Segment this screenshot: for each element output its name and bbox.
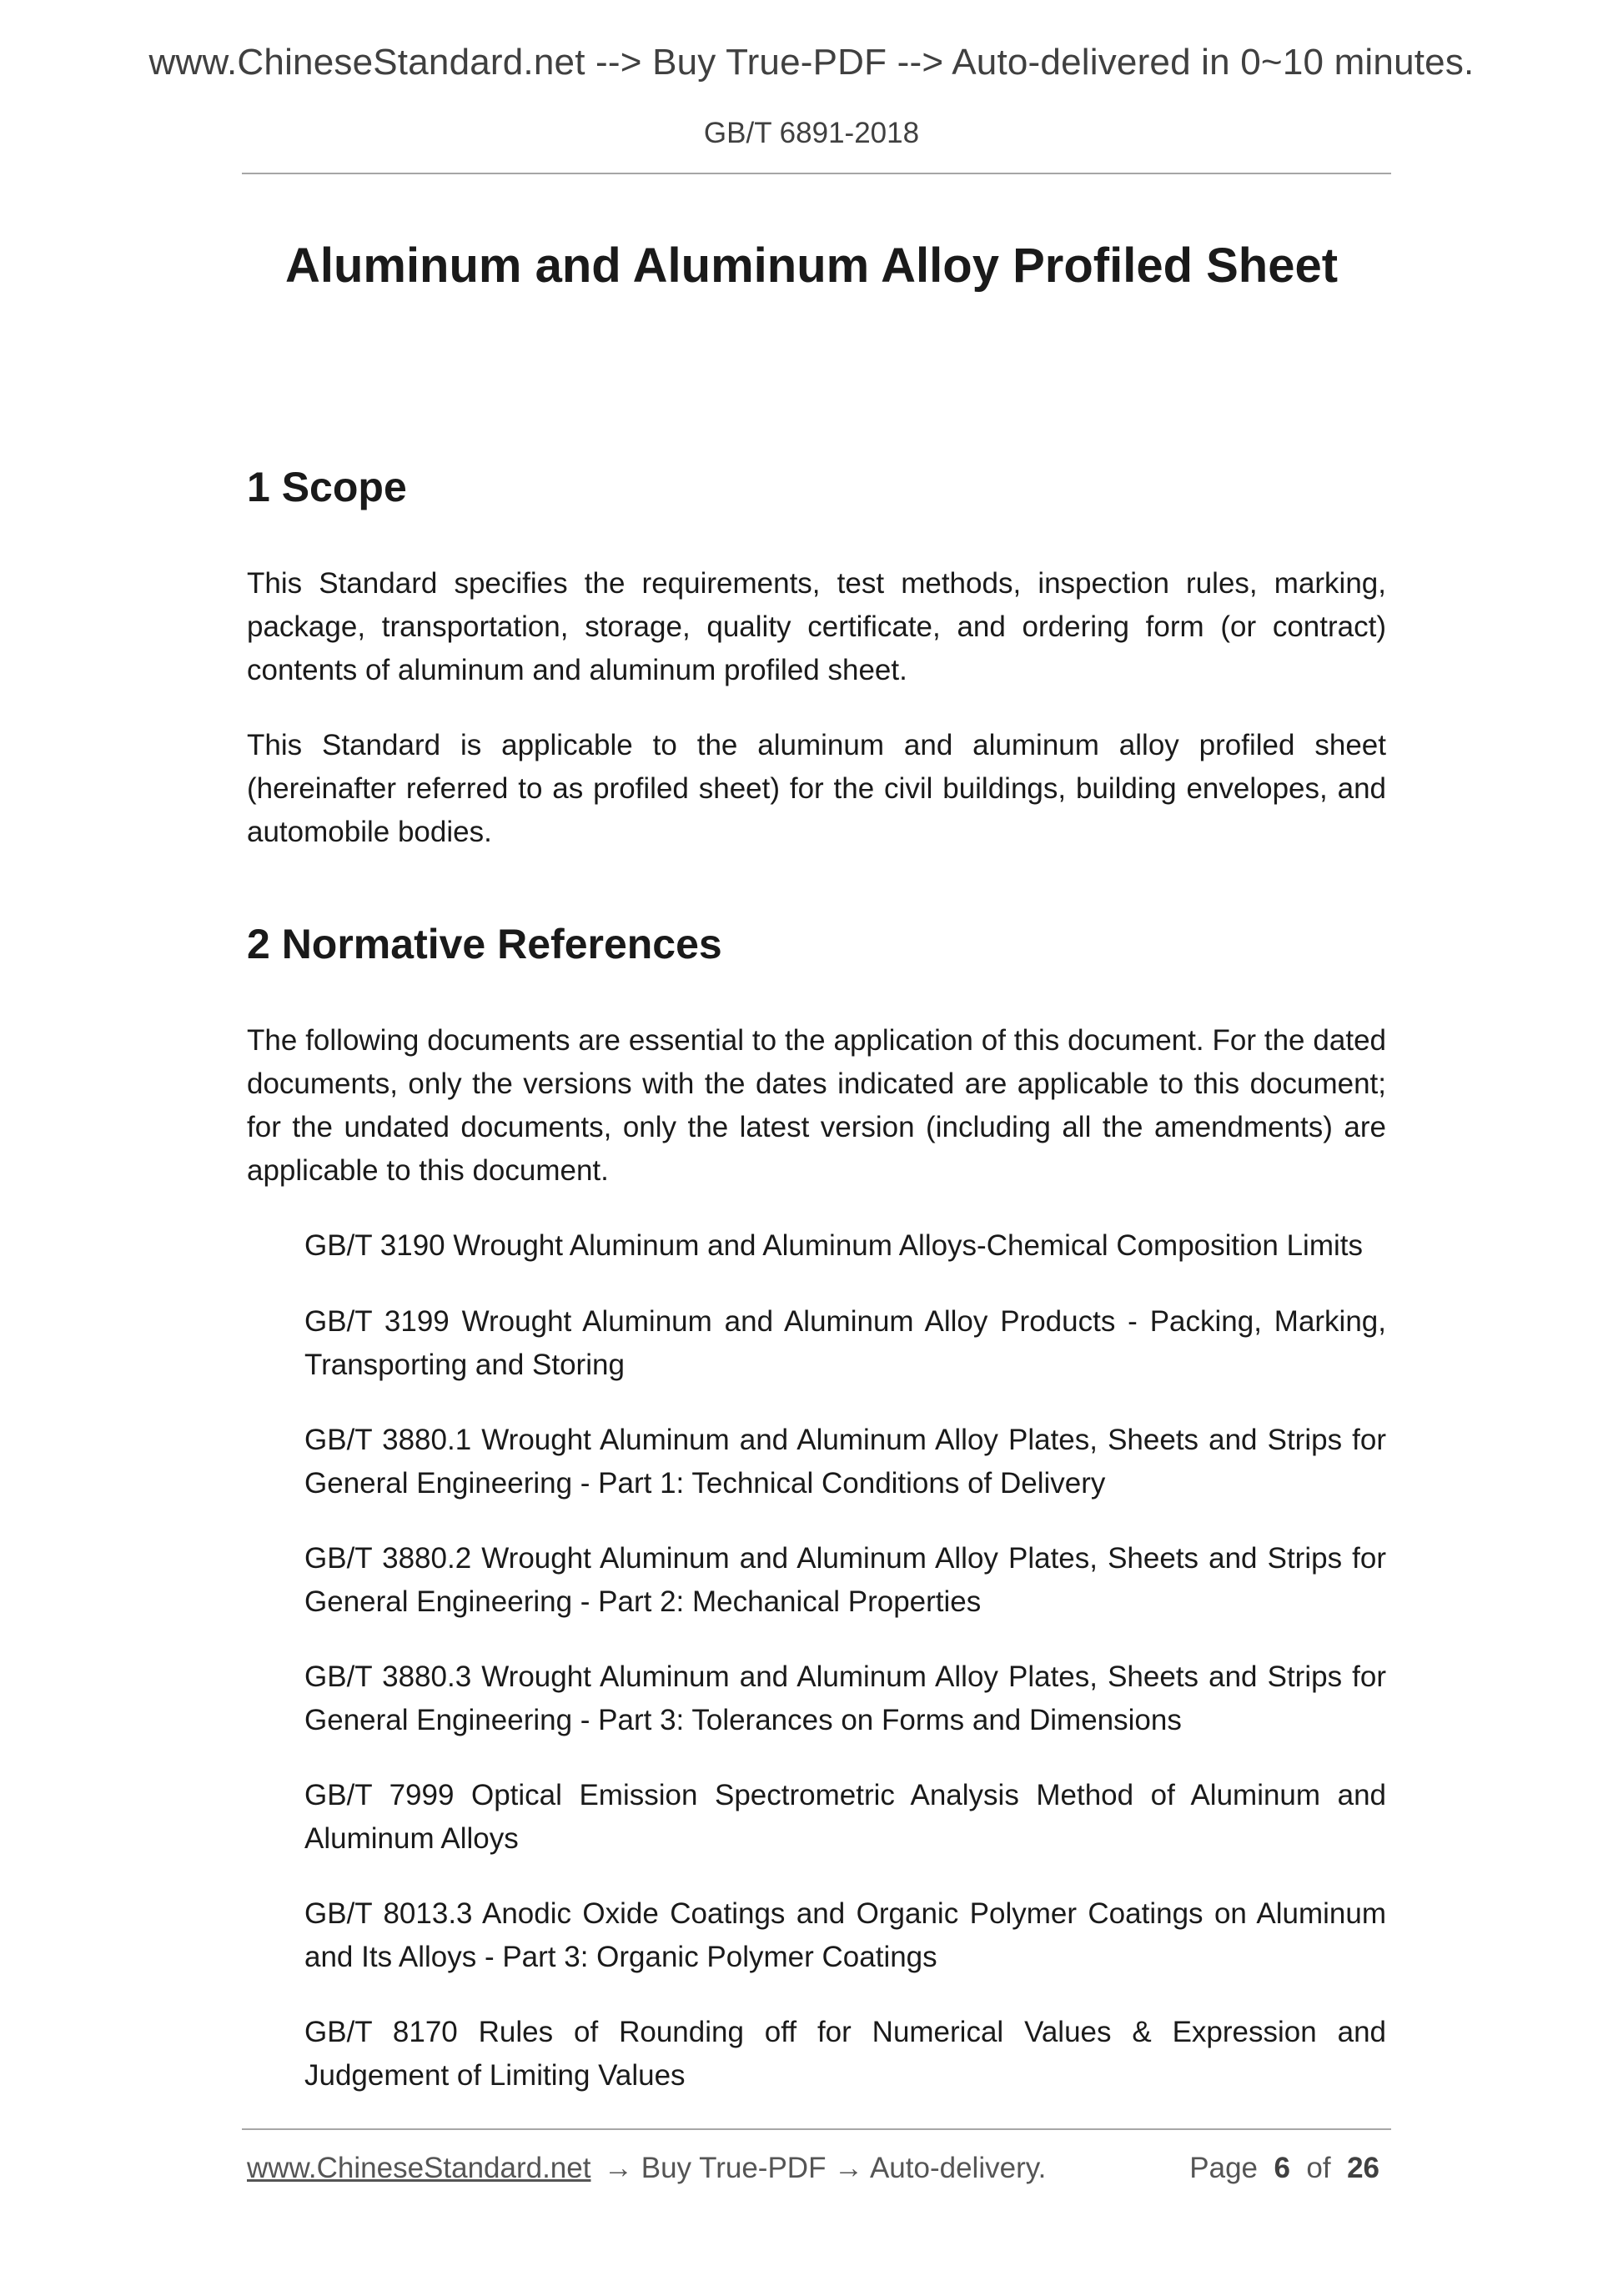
header-divider [242,173,1391,174]
section-heading-normative-references: 2 Normative References [247,921,722,967]
standard-code: GB/T 6891-2018 [703,117,920,149]
reference-item: GB/T 3880.2 Wrought Aluminum and Aluminum Alloy Plates, Sheets and Strips for General Engineering - Part 2: Mechanical Properties [304,1542,1386,1618]
footer-website-link[interactable]: www.ChineseStandard.net [247,2152,591,2184]
page-total: 26 [1347,2152,1379,2184]
reference-item: GB/T 8013.3 Anodic Oxide Coatings and Organic Polymer Coatings on Aluminum and Its Alloys - Part 3: Organic Polymer Coatings [304,1897,1386,1973]
reference-item: GB/T 7999 Optical Emission Spectrometric Analysis Method of Aluminum and Aluminum Alloys [304,1779,1386,1855]
header-banner: www.ChineseStandard.net --> Buy True-PDF --> Auto-delivered in 0~10 minutes. [148,42,1475,83]
footer-divider [242,2128,1391,2130]
scope-paragraph-2: This Standard is applicable to the aluminum and aluminum alloy profiled sheet (hereinafter referred to as profiled sheet) for the civil buildings, building envelopes, and automobile bodies. [247,729,1386,848]
reference-item: GB/T 3199 Wrought Aluminum and Aluminum Alloy Products - Packing, Marking, Transporting and Storing [304,1305,1386,1381]
page-footer [247,2152,1386,2193]
references-intro-paragraph: The following documents are essential to the application of this document. For the dated documents, only the versions with the dates indicated are applicable to this document; for the undated documents, only the latest version (including all the amendments) are applicable to this document. [247,1024,1386,1187]
section-heading-scope: 1 Scope [247,464,407,510]
reference-item: GB/T 3880.1 Wrought Aluminum and Aluminum Alloy Plates, Sheets and Strips for General Engineering - Part 1: Technical Conditions of Delivery [304,1424,1386,1500]
page-number: Page 6 of 26 [1189,2152,1379,2184]
reference-item: GB/T 3190 Wrought Aluminum and Aluminum Alloys-Chemical Composition Limits [304,1229,1363,1262]
page-current: 6 [1274,2152,1290,2184]
footer-delivery-note: → Buy True-PDF → Auto-delivery. [604,2152,1047,2184]
reference-item: GB/T 3880.3 Wrought Aluminum and Aluminum Alloy Plates, Sheets and Strips for General Engineering - Part 3: Tolerances on Forms and Dimensions [304,1660,1386,1736]
scope-paragraph-1: This Standard specifies the requirements, test methods, inspection rules, marking, package, transportation, storage, quality certificate, and ordering form (or contract) contents of aluminum and aluminum profiled sheet. [247,567,1386,686]
reference-item: GB/T 8170 Rules of Rounding off for Numerical Values & Expression and Judgement of Limiting Values [304,2016,1386,2092]
document-title: Aluminum and Aluminum Alloy Profiled Sheet [284,239,1339,293]
